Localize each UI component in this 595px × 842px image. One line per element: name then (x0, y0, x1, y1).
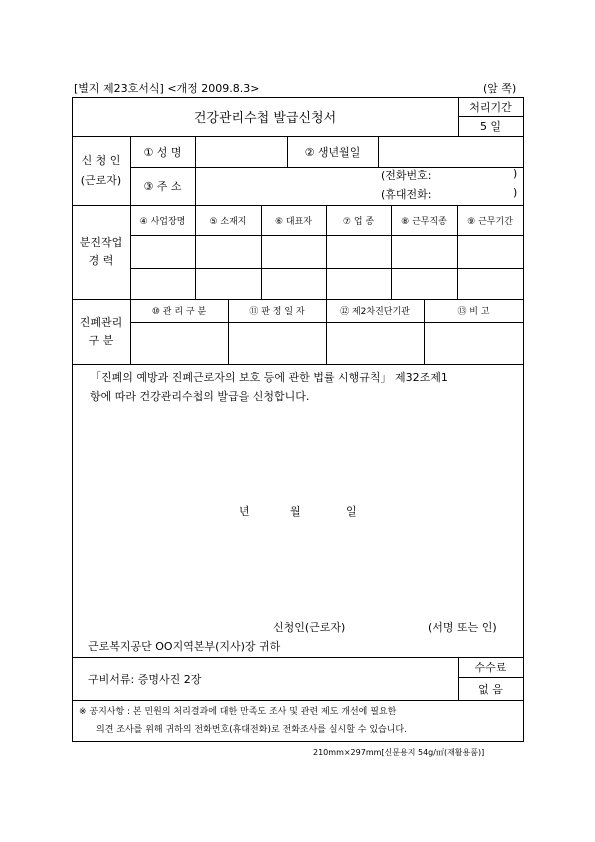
workplace-name-header: ④ 사업장명 (139, 216, 186, 227)
address-field[interactable] (196, 168, 376, 204)
phone-close: ) (513, 167, 518, 180)
applicant-signature-label: 신청인(근로자) (273, 621, 346, 634)
required-documents: 구비서류: 증명사진 2장 (88, 673, 202, 686)
border-right (523, 97, 524, 742)
statement-line-1: 「진폐의 예방과 진폐근로자의 보호 등에 관한 법률 시행규칙」 제32조제1 (90, 371, 448, 384)
work-history-row-1[interactable] (131, 236, 522, 267)
phone-label: (전화번호: (381, 169, 432, 182)
name-field[interactable] (196, 137, 286, 166)
date-year-label: 년 (239, 505, 250, 518)
job-type-header: ⑧ 근무직종 (401, 216, 447, 227)
work-period-header: ⑨ 근무기간 (467, 216, 513, 227)
processing-period-label: 처리기간 (469, 100, 512, 114)
signature-note: (서명 또는 인) (428, 621, 497, 634)
management-section-label: 진폐관리 구 분 (79, 315, 123, 347)
mobile-close: ) (513, 186, 518, 199)
industry-header: ⑦ 업 종 (342, 216, 375, 227)
representative-header: ⑥ 대표자 (274, 216, 312, 227)
mobile-label: (휴대전화: (381, 188, 432, 201)
phone-field[interactable] (435, 168, 511, 184)
fee-value: 없 음 (478, 682, 503, 696)
statement-line-2: 항에 따라 건강관리수첩의 발급을 신청합니다. (90, 390, 310, 403)
notice-line-2: 의견 조사를 위해 귀하의 전화번호(휴대전화)로 전화조사를 실시할 수 있습니다. (96, 725, 407, 735)
processing-period-value: 5 일 (479, 120, 502, 133)
applicant-section-label: 신 청 인 (근로자) (80, 153, 122, 187)
mobile-field[interactable] (435, 187, 511, 203)
fee-label: 수수료 (474, 661, 507, 674)
address-label: ③ 주 소 (143, 180, 182, 193)
secondary-diagnosis-header: ⑫ 제2차진단기관 (340, 307, 410, 317)
work-history-row-2[interactable] (131, 269, 522, 298)
page-side: (앞 쪽) (483, 82, 517, 95)
birthdate-field[interactable] (379, 137, 522, 166)
birthdate-label: ② 생년월일 (304, 145, 361, 159)
form-number: [별지 제23호서식] <개정 2009.8.3> (74, 82, 260, 95)
notice-line-1: ※ 공지사항 : 본 민원의 처리결과에 대한 만족도 조사 및 관련 제도 개선에 필요한 (79, 707, 397, 717)
management-class-header: ⑩ 관 리 구 분 (151, 307, 207, 317)
judgment-date-header: ⑪ 판 정 일 자 (249, 307, 305, 317)
form-title: 건강관리수첩 발급신청서 (193, 111, 337, 126)
name-label: ① 성 명 (143, 145, 182, 159)
paper-spec: 210mm×297mm[신문용지 54g/㎡(재활용품)] (313, 748, 485, 757)
location-header: ⑤ 소재지 (209, 216, 247, 227)
remarks-header: ⑬ 비 고 (457, 307, 490, 317)
management-row[interactable] (131, 323, 522, 363)
date-month-label: 월 (290, 505, 301, 518)
date-day-label: 일 (346, 505, 357, 518)
recipient: 근로복지공단 OO지역본부(지사)장 귀하 (88, 640, 281, 653)
work-history-section-label: 분진작업 경 력 (79, 236, 123, 267)
border-bottom (72, 741, 524, 742)
